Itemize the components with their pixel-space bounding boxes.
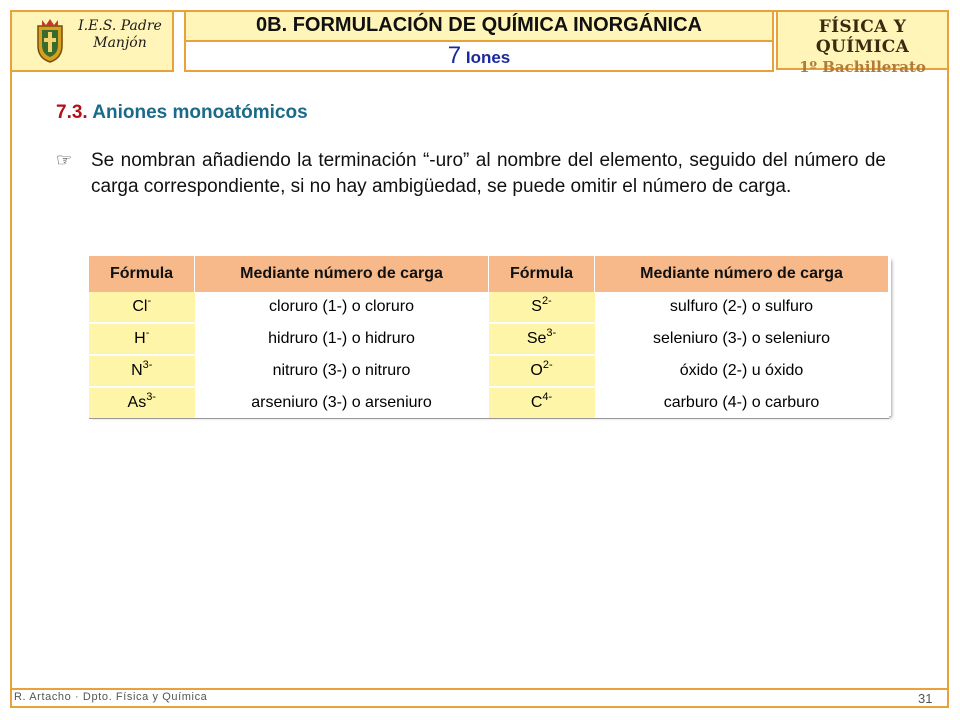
school-name xyxy=(70,18,170,52)
name-cell: hidruro (1-) o hidruro xyxy=(195,323,489,355)
formula-cell xyxy=(89,387,195,419)
page-title: 0B. FORMULACIÓN DE QUÍMICA INORGÁNICA xyxy=(256,14,702,36)
pointing-hand-icon: ☞ xyxy=(56,150,73,170)
footer-author: R. Artacho · Dpto. Física y Química xyxy=(14,691,208,703)
charge: 3- xyxy=(146,391,156,403)
charge: - xyxy=(145,327,150,339)
course-name: 1º Bachillerato xyxy=(799,58,926,76)
element-symbol: Cl xyxy=(132,298,148,315)
formula-cell xyxy=(489,323,595,355)
body-paragraph: Se nombran añadiendo la terminación “-uro” al nombre del elemento, seguido del número de carga correspondiente, si no hay ambigüedad, se puede omitir el número de carga. xyxy=(91,150,886,197)
formula-cell xyxy=(489,387,595,419)
element-symbol: O xyxy=(530,362,543,379)
column-header: Mediante número de carga xyxy=(195,256,489,292)
formula-cell xyxy=(89,323,195,355)
section-number: 7.3. xyxy=(56,102,88,123)
school-crest-icon xyxy=(32,18,68,64)
charge: - xyxy=(147,295,152,307)
formula-cell xyxy=(489,292,595,323)
charge: 4- xyxy=(542,391,553,403)
table-row xyxy=(89,387,889,419)
formula-cell xyxy=(89,292,195,323)
column-header: Fórmula xyxy=(89,256,195,292)
element-symbol: Se xyxy=(526,330,547,347)
table-row xyxy=(89,292,889,323)
name-cell: arseniuro (3-) o arseniuro xyxy=(195,387,489,419)
school-name-line2: Manjón xyxy=(93,35,147,51)
column-header: Mediante número de carga xyxy=(595,256,889,292)
element-symbol: As xyxy=(127,394,147,411)
formula-cell xyxy=(489,355,595,387)
name-cell: seleniuro (3-) o seleniuro xyxy=(595,323,889,355)
table-header-row xyxy=(89,256,889,292)
table-row xyxy=(89,355,889,387)
name-cell: sulfuro (2-) o sulfuro xyxy=(595,292,889,323)
page-subtitle xyxy=(447,42,511,69)
element-symbol: N xyxy=(131,362,143,379)
name-cell: cloruro (1-) o cloruro xyxy=(195,292,489,323)
element-symbol: H xyxy=(134,330,146,347)
subject-box xyxy=(776,12,947,76)
section-name: Aniones monoatómicos xyxy=(92,102,308,123)
name-cell: óxido (2-) u óxido xyxy=(595,355,889,387)
school-name-line1: I.E.S. Padre xyxy=(78,18,162,34)
name-cell: carburo (4-) o carburo xyxy=(595,387,889,419)
formula-cell xyxy=(89,355,195,387)
section-title xyxy=(56,102,308,124)
charge: 2- xyxy=(541,295,552,307)
subtitle-number: 7 xyxy=(447,42,462,69)
name-cell: nitruro (3-) o nitruro xyxy=(195,355,489,387)
anions-table xyxy=(89,256,889,419)
subtitle-text: Iones xyxy=(465,48,511,67)
element-symbol: S xyxy=(531,298,542,315)
page-number: 31 xyxy=(918,691,933,706)
subject-name: FÍSICA Y QUÍMICA xyxy=(815,17,910,57)
school-header-box xyxy=(12,12,174,72)
footer-divider xyxy=(10,688,949,690)
table-row xyxy=(89,323,889,355)
charge: 3- xyxy=(142,359,153,371)
subtitle-box xyxy=(184,42,774,72)
element-symbol: C xyxy=(530,394,543,411)
column-header: Fórmula xyxy=(489,256,595,292)
title-box xyxy=(184,12,774,42)
charge: 3- xyxy=(546,327,557,339)
charge: 2- xyxy=(542,359,553,371)
